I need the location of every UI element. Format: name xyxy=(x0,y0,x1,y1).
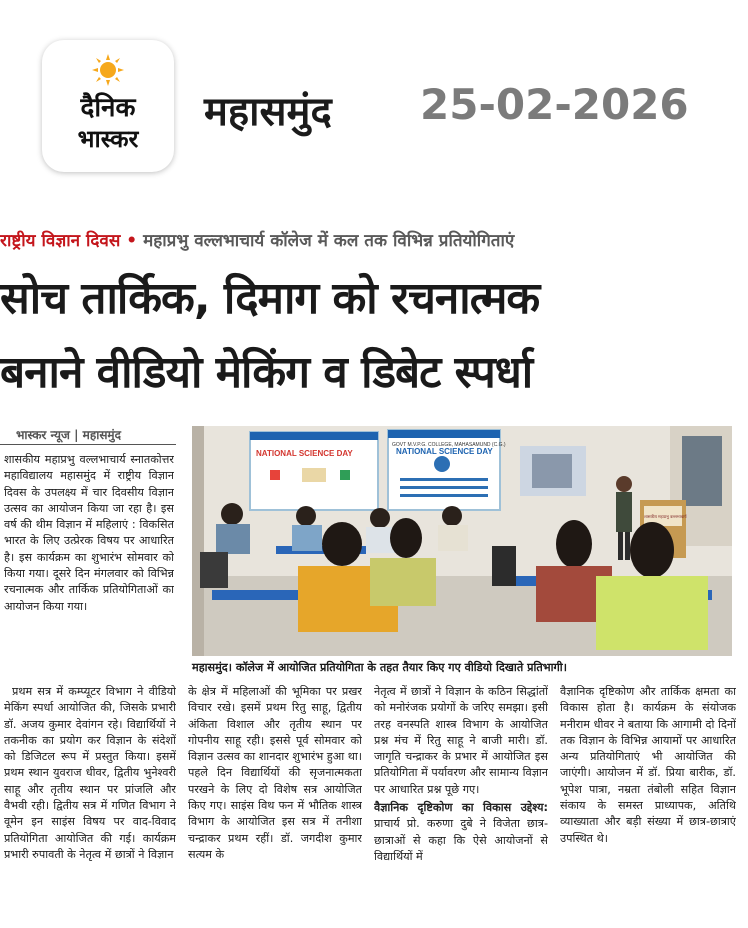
body-paragraph-1: प्रथम सत्र में कम्प्यूटर विभाग ने वीडियो मेकिंग स्पर्धा आयोजित की, जिसके प्रभारी डॉ. अजय कुमार देवांगन रहे। विद्यार्थियों ने तकनीक का प्रयोग कर विज्ञान के संदेशों को डिजिटल रूप में प्रस्तुत किया। इसमें प्रथम स्थान युवराज धीवर, द्वितीय भुनेश्वरी साहू और तृतीय स्थान पर प्रांजलि और वैभवी रही। द्वितीय सत्र में गणित विभाग ने वूमेन इन साइंस विषय पर वाद-विवाद प्रतियोगिता आयोजित की गई। कार्यक्रम प्रभारी रुपावती के नेतृत्व में छात्रों ने विज्ञान xyxy=(4,685,176,861)
headline-line2: बनाने वीडियो मेकिंग व डिबेट स्पर्धा xyxy=(0,347,533,398)
subhead-scientific-outlook: वैज्ञानिक दृष्टिकोण का विकास उद्देश्य: xyxy=(374,801,548,815)
kicker-bullet: • xyxy=(126,231,138,251)
kicker-text: महाप्रभु वल्लभाचार्य कॉलेज में कल तक विभिन्न प्रतियोगिताएं xyxy=(143,231,515,251)
body-paragraph-3b xyxy=(374,800,548,865)
body-paragraph-3a: नेतृत्व में छात्रों ने विज्ञान के कठिन सिद्धांतों को मनोरंजक प्रयोगों के जरिए समझा। इसी तरह वनस्पति शास्त्र विभाग के आयोजित प्रश्न मंच में रितु साहू ने बाजी मारी। डॉ. जागृति चन्द्राकर के प्रभार में आयोजित इस प्रतियोगिता में पर्यावरण और सामान्य विज्ञान पर आधारित प्रश्न पूछे गए। xyxy=(374,685,548,796)
body-column-3 xyxy=(374,684,548,924)
sun-icon xyxy=(92,54,124,86)
banner-right-top: GOVT M.V.P.G. COLLEGE, MAHASAMUND (C.G.) xyxy=(392,442,506,448)
podium-text: शासकीय महाप्रभु वल्लभाचार्य xyxy=(644,514,687,519)
kicker-tag: राष्ट्रीय विज्ञान दिवस xyxy=(0,231,121,251)
body-paragraph-4: वैज्ञानिक दृष्टिकोण और तार्किक क्षमता का विकास होता है। कार्यक्रम के संयोजक मनीराम धीवर ने बताया कि आगामी दो दिनों तक विज्ञान के विभिन्न आयामों पर आधारित अन्य प्रतियोगिताएं भी आयोजित की जाएंगी। आयोजन में डॉ. प्रिया बारीक, डॉ. भूपेश पात्रा, नम्रता तंबोली सहित विज्ञान संकाय के समस्त प्राध्यापक, अतिथि व्याख्याता और बड़ी संख्या में छात्र-छात्राएं उपस्थित थे। xyxy=(560,685,736,845)
dainik-bhaskar-logo xyxy=(42,40,174,172)
body-column-4 xyxy=(560,684,736,924)
body-column-1 xyxy=(4,684,176,924)
photo-caption: महासमुंद। कॉलेज में आयोजित प्रतियोगिता के तहत तैयार किए गए वीडियो दिखाते प्रतिभागी। xyxy=(192,661,567,674)
edition-date: 25-02-2026 xyxy=(420,80,689,129)
intro-column xyxy=(4,452,174,680)
classroom-photo-illustration xyxy=(192,426,732,656)
headline-line1: सोच तार्किक, दिमाग को रचनात्मक xyxy=(0,273,540,324)
edition-city: महासमुंद xyxy=(204,89,332,135)
event-photo xyxy=(192,426,732,656)
logo-text-line2: भास्कर xyxy=(77,125,139,153)
banner-left-title: NATIONAL SCIENCE DAY xyxy=(256,449,353,458)
intro-paragraph: शासकीय महाप्रभु वल्लभाचार्य स्नातकोत्तर महाविद्यालय महासमुंद में राष्ट्रीय विज्ञान दिवस के उपलक्ष्य में चार दिवसीय विज्ञान उत्सव का आयोजन किया जा रहा है। इस वर्ष की थीम विज्ञान में महिलाएं : विकसित भारत के लिए उत्प्रेरक विषय पर आधारित है। इस कार्यक्रम का शुभारंभ सोमवार को किया गया। दूसरे दिन मंगलवार को विभिन्न रचनात्मक और तार्किक प्रतियोगिताओं का आयोजन किया गया। xyxy=(4,453,174,613)
byline: भास्कर न्यूज | महासमुंद xyxy=(16,428,121,442)
banner-right-title: NATIONAL SCIENCE DAY xyxy=(396,447,493,456)
body-column-2 xyxy=(188,684,362,924)
body-paragraph-3b-text: प्राचार्य प्रो. करुणा दुबे ने विजेता छात्र-छात्राओं से कहा कि ऐसे आयोजनों से विद्यार्थियों में xyxy=(374,817,548,863)
body-paragraph-2: के क्षेत्र में महिलाओं की भूमिका पर प्रखर विचार रखे। इसमें प्रथम रितु साहू, द्वितीय अंकिता विशाल और तृतीय स्थान पर गोपनीय साहू रही। इससे पूर्व सोमवार को विज्ञान उत्सव का शानदार शुभारंभ हुआ था। पहले दिन विद्यार्थियों की सृजनात्मकता परखने के लिए दो विशेष सत्र आयोजित किए गए। साइंस विथ फन में भौतिक शास्त्र विभाग के आयोजित इस सत्र में तनीशा चन्द्राकर प्रथम रहीं। डॉ. जगदीश कुमार सत्यम के xyxy=(188,685,362,861)
logo-text-line1: दैनिक xyxy=(80,93,136,123)
kicker-line xyxy=(0,228,748,262)
byline-divider xyxy=(0,444,176,445)
